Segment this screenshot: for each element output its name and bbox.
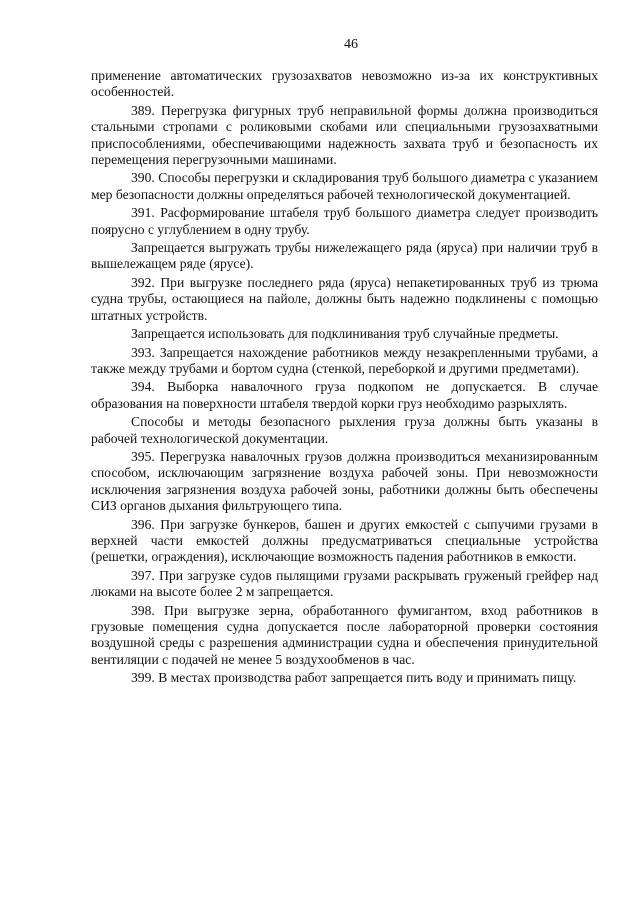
paragraph: 397. При загрузке судов пылящими грузами раскрывать груженый грейфер над люками на высоте более 2 м запрещается. (91, 567, 598, 600)
page-number: 46 (344, 37, 358, 52)
paragraph: 393. Запрещается нахождение работников между незакрепленными трубами, а также между трубами и бортом судна (стенкой, переборкой и другими предметами). (91, 344, 598, 376)
paragraph: Запрещается выгружать трубы нижележащего ряда (яруса) при наличии труб в вышележащем ряде (ярусе). (91, 240, 598, 272)
paragraph: применение автоматических грузозахватов невозможно из-за их конструктивных особенностей. (91, 68, 598, 100)
paragraph: 396. При загрузке бункеров, башен и других емкостей с сыпучими грузами в верхней части емкостей должны предусматриваться специальные устройства (решетки, ограждения), исключающие возможность падения работников в емкости. (91, 516, 598, 565)
paragraph: 392. При выгрузке последнего ряда (яруса) непакетированных труб из трюма судна трубы, остающиеся на пайоле, должны быть надежно подклинены с помощью штатных устройств. (91, 274, 598, 323)
paragraph: Способы и методы безопасного рыхления груза должны быть указаны в рабочей технологической документации. (91, 414, 598, 446)
paragraph: 390. Способы перегрузки и складирования труб большого диаметра с указанием мер безопасности должны определяться рабочей технологической документацией. (91, 170, 598, 202)
paragraph: 398. При выгрузке зерна, обработанного фумигантом, вход работников в грузовые помещения судна допускается после лабораторной проверки состояния воздушной среды с разрешения администрации судна и обеспечения принудительной вентиляции с подачей не менее 5 воздухообменов в час. (91, 602, 598, 667)
paragraph: Запрещается использовать для подклинивания труб случайные предметы. (131, 326, 559, 342)
paragraph: 394. Выборка навалочного груза подкопом не допускается. В случае образования на поверхности штабеля твердой корки груз необходимо разрыхлять. (91, 379, 598, 411)
paragraph: 389. Перегрузка фигурных труб неправильной формы должна производиться стальными стропами с роликовыми скобами или специальными грузозахватными приспособлениями, обеспечивающими надежность захвата труб и безопасность их перемещения перегрузочными машинами. (91, 102, 598, 168)
paragraph: 399. В местах производства работ запрещается пить воду и принимать пищу. (131, 670, 577, 686)
paragraph: 395. Перегрузка навалочных грузов должна производиться механизированным способом, исключающим загрязнение воздуха рабочей зоны. При невозможности исключения загрязнения воздуха рабочей зоны, работники должны быть обеспечены СИЗ органов дыхания фильтрующего типа. (91, 448, 598, 514)
document-body (91, 68, 598, 687)
paragraph: 391. Расформирование штабеля труб большого диаметра следует производить поярусно с углублением в одну трубу. (91, 205, 598, 237)
